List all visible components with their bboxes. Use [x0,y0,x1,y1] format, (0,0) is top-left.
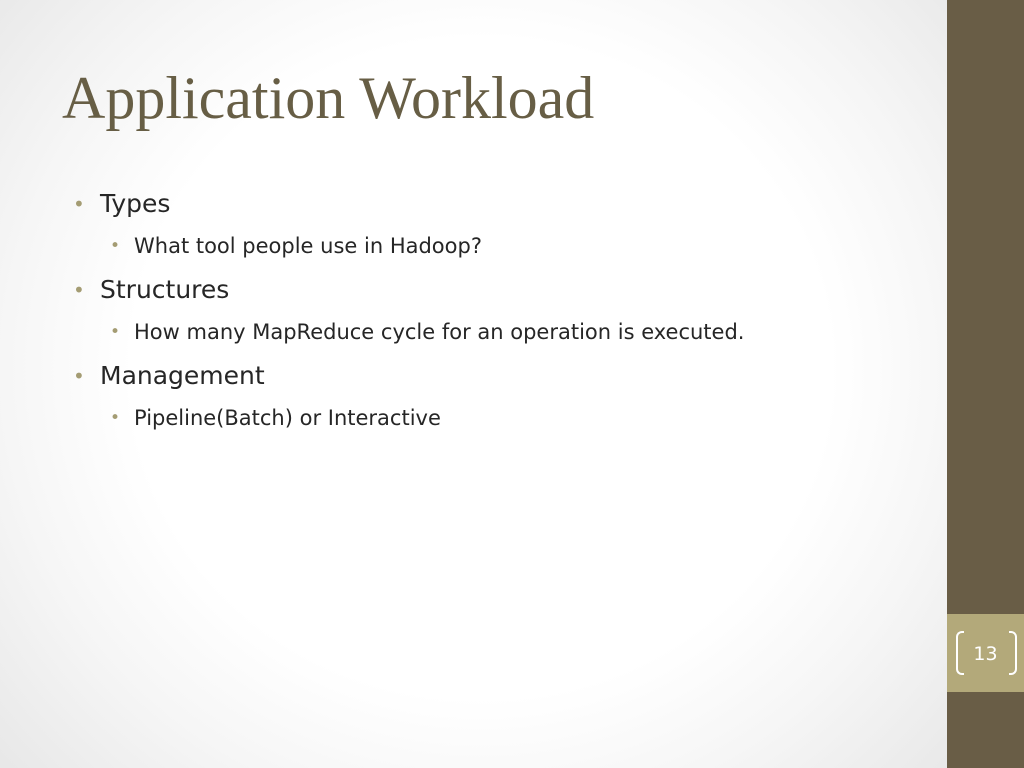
bullet-label: Types [100,189,171,218]
sub-bullet-label: What tool people use in Hadoop? [134,234,482,258]
bullet-item-structures [73,275,230,305]
bullet-icon: • [73,278,85,302]
bullet-label: Management [100,361,265,390]
bullet-icon: • [73,192,85,216]
right-bracket-icon [1009,631,1017,675]
sub-bullet-icon: • [110,236,121,256]
slide-title: Application Workload [62,65,595,131]
bullet-icon: • [73,364,85,388]
bullet-item-management [73,361,265,391]
bullet-item-types [73,189,171,219]
sub-bullet-label: Pipeline(Batch) or Interactive [134,406,441,430]
sub-bullet-item-structures [110,319,745,345]
page-number-block [947,614,1024,692]
sub-bullet-item-types [110,233,482,259]
sub-bullet-label: How many MapReduce cycle for an operation is executed. [134,320,745,344]
sub-bullet-item-management [110,405,441,431]
sub-bullet-icon: • [110,322,121,342]
sub-bullet-icon: • [110,408,121,428]
page-number: 13 [973,643,998,665]
bullet-label: Structures [100,275,230,304]
